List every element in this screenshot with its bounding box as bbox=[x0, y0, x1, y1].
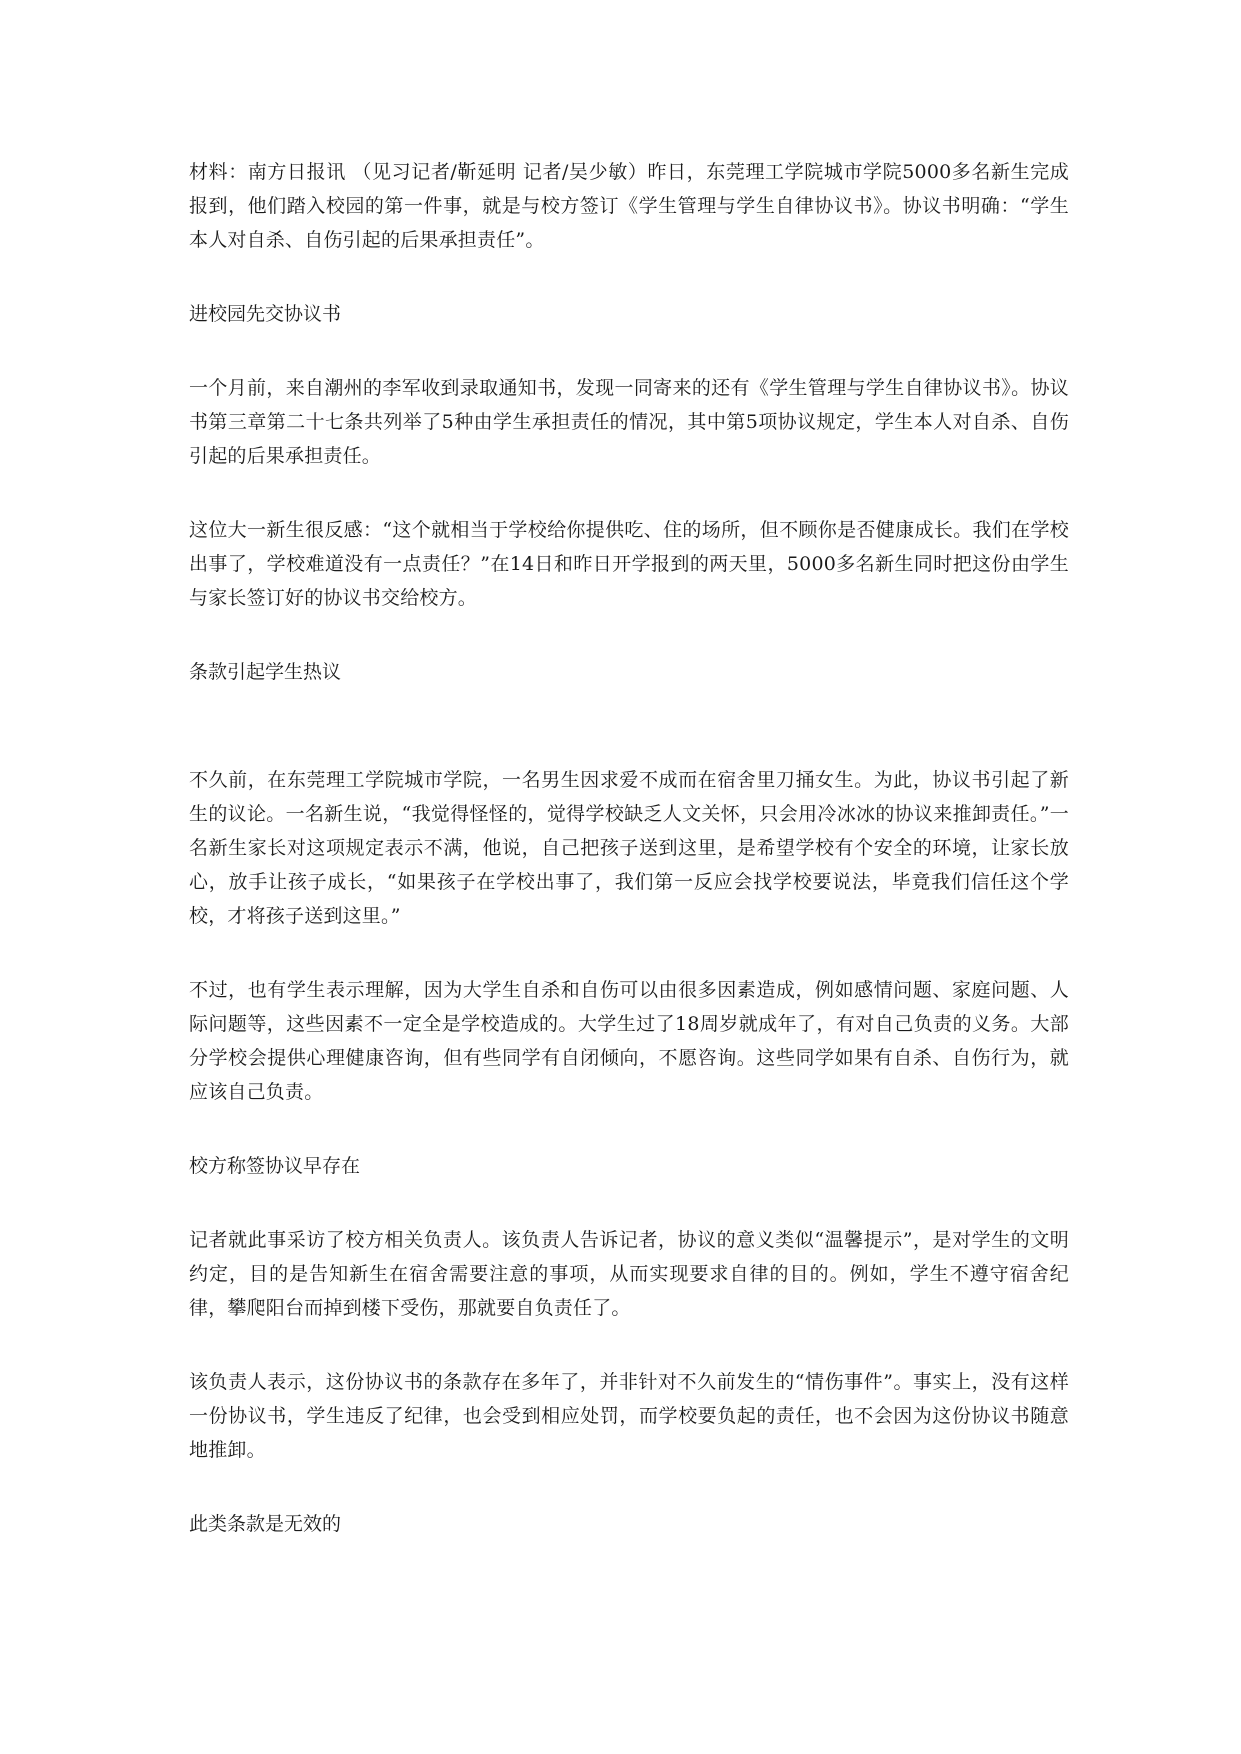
section-heading-school-response: 校方称签协议早存在 bbox=[189, 1155, 361, 1177]
paragraph-official-interview: 记者就此事采访了校方相关负责人。该负责人告诉记者，协议的意义类似“温馨提示”，是对学生的文明约定，目的是告知新生在宿舍需要注意的事项，从而实现要求自律的目的。例如，学生不遵守宿舍纪律，攀爬阳台而掉到楼下受伤，那就要自负责任了。 bbox=[189, 1229, 1069, 1319]
section-heading-student-debate: 条款引起学生热议 bbox=[189, 661, 342, 683]
paragraph-stabbing-incident: 不久前，在东莞理工学院城市学院，一名男生因求爱不成而在宿舍里刀捅女生。为此，协议书引起了新生的议论。一名新生说，“我觉得怪怪的，觉得学校缺乏人文关怀，只会用冷冰冰的协议来推卸责任。”一名新生家长对这项规定表示不满，他说，自己把孩子送到这里，是希望学校有个安全的环境，让家长放心，放手让孩子成长，“如果孩子在学校出事了，我们第一反应会找学校要说法，毕竟我们信任这个学校，才将孩子送到这里。” bbox=[189, 769, 1069, 927]
paragraph-li-jun-notice: 一个月前，来自潮州的李军收到录取通知书，发现一同寄来的还有《学生管理与学生自律协议书》。协议书第三章第二十七条共列举了5种由学生承担责任的情况，其中第5项协议规定，学生本人对自杀、自伤引起的后果承担责任。 bbox=[189, 377, 1069, 467]
section-heading-clause-invalid: 此类条款是无效的 bbox=[189, 1513, 342, 1535]
article-body bbox=[189, 155, 1069, 1541]
paragraph-student-understanding: 不过，也有学生表示理解，因为大学生自杀和自伤可以由很多因素造成，例如感情问题、家庭问题、人际问题等，这些因素不一定全是学校造成的。大学生过了18周岁就成年了，有对自己负责的义务。大部分学校会提供心理健康咨询，但有些同学有自闭倾向，不愿咨询。这些同学如果有自杀、自伤行为，就应该自己负责。 bbox=[189, 979, 1069, 1103]
paragraph-freshman-reaction: 这位大一新生很反感：“这个就相当于学校给你提供吃、住的场所，但不顾你是否健康成长。我们在学校出事了，学校难道没有一点责任？”在14日和昨日开学报到的两天里，5000多名新生同时把这份由学生与家长签订好的协议书交给校方。 bbox=[189, 519, 1069, 609]
section-heading-agreement-first: 进校园先交协议书 bbox=[189, 303, 342, 325]
paragraph-source-intro: 材料：南方日报讯 （见习记者/靳延明 记者/吴少敏）昨日，东莞理工学院城市学院5000多名新生完成报到，他们踏入校园的第一件事，就是与校方签订《学生管理与学生自律协议书》。协议书明确：“学生本人对自杀、自伤引起的后果承担责任”。 bbox=[189, 161, 1069, 251]
paragraph-official-statement: 该负责人表示，这份协议书的条款存在多年了，并非针对不久前发生的“情伤事件”。事实上，没有这样一份协议书，学生违反了纪律，也会受到相应处罚，而学校要负起的责任，也不会因为这份协议书随意地推卸。 bbox=[189, 1371, 1069, 1461]
